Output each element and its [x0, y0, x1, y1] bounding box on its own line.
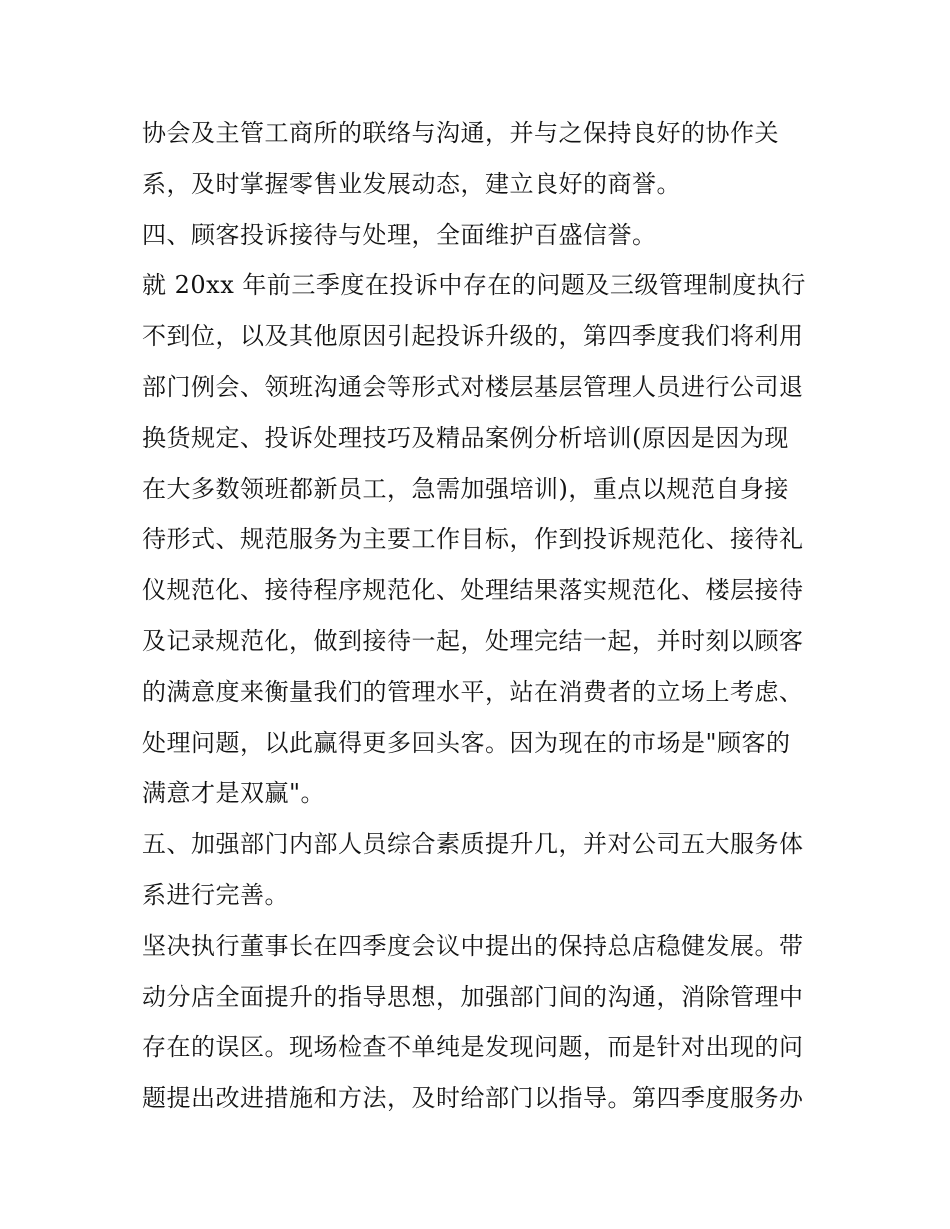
text-line: 不到位，以及其他原因引起投诉升级的，第四季度我们将利用	[142, 322, 804, 351]
text-line: 处理问题，以此赢得更多回头客。因为现在的市场是"顾客的	[142, 728, 791, 757]
section-heading: 四、顾客投诉接待与处理，全面维护百盛信誉。	[142, 220, 657, 249]
text-line: 动分店全面提升的指导思想，加强部门间的沟通，消除管理中	[142, 982, 804, 1011]
section-heading: 五、加强部门内部人员综合素质提升几，并对公司五大服务体	[142, 830, 804, 859]
text-line: 换货规定、投诉处理技巧及精品案例分析培训(原因是因为现	[142, 423, 789, 452]
body-text	[142, 108, 822, 1124]
text-line: 协会及主管工商所的联络与沟通，并与之保持良好的协作关	[142, 119, 779, 147]
text-line: 就 20xx 年前三季度在投诉中存在的问题及三级管理制度执行	[142, 271, 806, 300]
text-line: 的满意度来衡量我们的管理水平，站在消费者的立场上考虑、	[142, 677, 804, 706]
text-line: 在大多数领班都新员工，急需加强培训)，重点以规范自身接	[142, 474, 789, 503]
text-line: 待形式、规范服务为主要工作目标，作到投诉规范化、接待礼	[142, 525, 804, 554]
text-line: 存在的误区。现场检查不单纯是发现问题，而是针对出现的问	[142, 1033, 804, 1062]
text-line: 仪规范化、接待程序规范化、处理结果落实规范化、楼层接待	[142, 576, 804, 605]
text-line: 系，及时掌握零售业发展动态，建立良好的商誉。	[142, 169, 681, 198]
text-line: 坚决执行董事长在四季度会议中提出的保持总店稳健发展。带	[142, 931, 804, 960]
text-line: 题提出改进措施和方法，及时给部门以指导。第四季度服务办	[142, 1084, 804, 1113]
text-line: 及记录规范化，做到接待一起，处理完结一起，并时刻以顾客	[142, 626, 804, 655]
section-heading: 系进行完善。	[142, 880, 289, 909]
text-line: 部门例会、领班沟通会等形式对楼层基层管理人员进行公司退	[142, 372, 804, 401]
text-line: 满意才是双赢"。	[142, 779, 326, 808]
